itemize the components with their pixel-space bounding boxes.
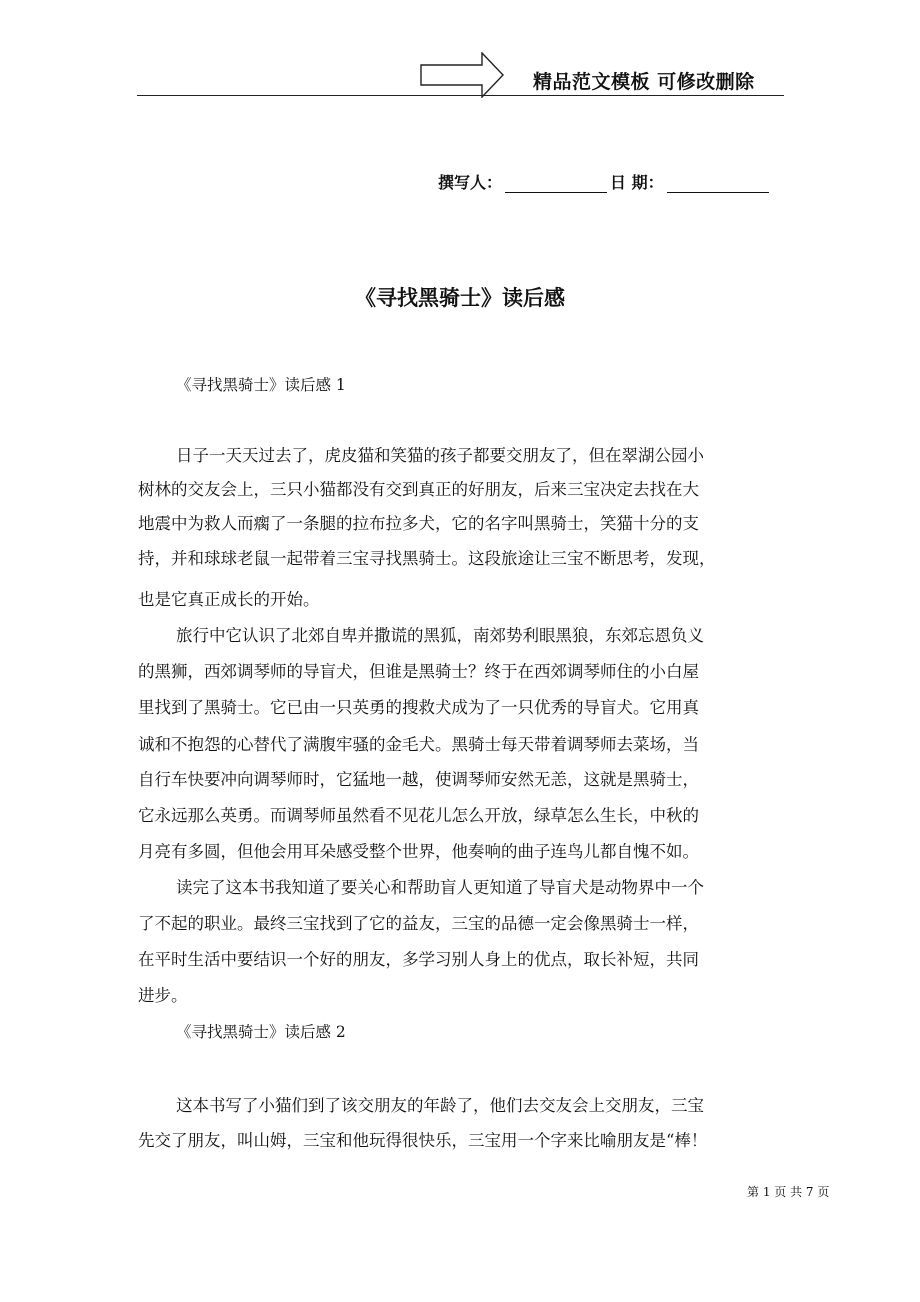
page-footer: 第 1 页 共 7 页 [747, 1185, 830, 1199]
arrow-icon [420, 52, 504, 98]
body-line: 诚和不抱怨的心替代了满腹牢骚的金毛犬。黑骑士每天带着调琴师去菜场，当 [138, 735, 699, 754]
body-line: 树林的交友会上，三只小猫都没有交到真正的好朋友，后来三宝决定去找在大 [138, 480, 699, 499]
body-line: 进步。 [138, 986, 188, 1005]
body-line: 地震中为救人而瘸了一条腿的拉布拉多犬，它的名字叫黑骑士，笑猫十分的支 [138, 514, 699, 533]
body-line: 它永远那么英勇。而调琴师虽然看不见花儿怎么开放，绿草怎么生长，中秋的 [138, 806, 699, 825]
body-line: 读完了这本书我知道了要关心和帮助盲人更知道了导盲犬是动物界中一个 [176, 878, 704, 897]
header-banner: 精品范文模板 可修改删除 [533, 71, 755, 93]
body-line: 持，并和球球老鼠一起带着三宝寻找黑骑士。这段旅途让三宝不断思考，发现， [138, 549, 716, 568]
author-blank [505, 174, 607, 193]
document-title: 《寻找黑骑士》读后感 [355, 286, 565, 310]
body-line: 了不起的职业。最终三宝找到了它的益友，三宝的品德一定会像黑骑士一样， [138, 914, 699, 933]
body-line: 在平时生活中要结识一个好的朋友，多学习别人身上的优点，取长补短，共同 [138, 950, 699, 969]
header-divider [137, 95, 784, 96]
body-line: 里找到了黑骑士。它已由一只英勇的搜救犬成为了一只优秀的导盲犬。它用真 [138, 698, 699, 717]
body-line: 也是它真正成长的开始。 [138, 590, 320, 609]
body-line: 月亮有多圆，但他会用耳朵感受整个世界，他奏响的曲子连鸟儿都自愧不如。 [138, 842, 699, 861]
section-subtitle: 《寻找黑骑士》读后感 1 [176, 376, 346, 394]
body-line: 旅行中它认识了北郊自卑并撒谎的黑狐，南郊势利眼黑狼，东郊忘恩负义 [176, 626, 704, 645]
author-label: 撰写人： [438, 173, 503, 192]
section-subtitle: 《寻找黑骑士》读后感 2 [176, 1023, 346, 1041]
date-blank [667, 174, 769, 193]
body-line: 日子一天天过去了，虎皮猫和笑猫的孩子都要交朋友了，但在翠湖公园小 [176, 446, 704, 465]
date-label: 日 期： [610, 173, 664, 192]
author-date-line [438, 170, 769, 193]
body-line: 自行车快要冲向调琴师时，它猛地一越，使调琴师安然无恙，这就是黑骑士， [138, 770, 699, 789]
body-line: 先交了朋友，叫山姆，三宝和他玩得很快乐，三宝用一个字来比喻朋友是“棒！ [138, 1131, 708, 1150]
body-line: 这本书写了小猫们到了该交朋友的年龄了，他们去交友会上交朋友，三宝 [176, 1096, 704, 1115]
body-line: 的黑狮，西郊调琴师的导盲犬，但谁是黑骑士？终于在西郊调琴师住的小白屋 [138, 662, 699, 681]
